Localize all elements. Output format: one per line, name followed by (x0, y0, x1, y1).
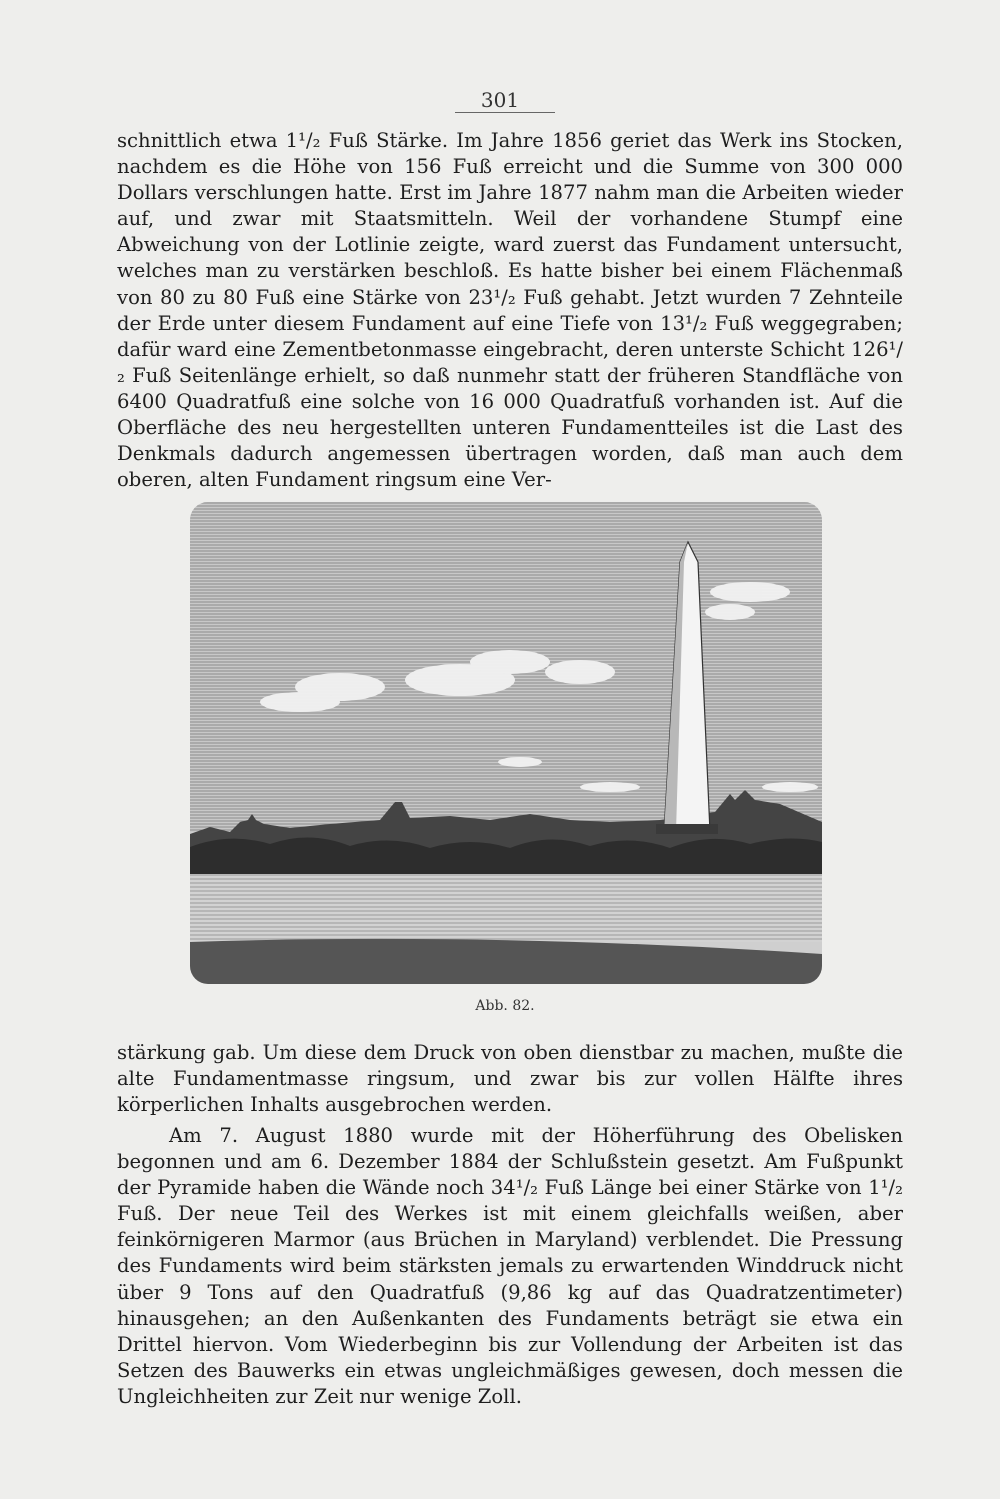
page-number: 301 (480, 88, 520, 112)
page-number-rule (455, 112, 555, 113)
paragraph-2 (117, 1040, 903, 1118)
obelisk-base (656, 824, 718, 834)
paragraph-3 (117, 1123, 903, 1410)
engraving-illustration (190, 502, 822, 984)
water (190, 874, 822, 942)
paragraph-1 (117, 128, 903, 493)
figure-caption: Abb. 82. (475, 998, 535, 1014)
paragraph-2-text: stärkung gab. Um diese dem Druck von oben dienstbar zu machen, mußte die alte Fundamentmasse ringsum, und zwar bis zur vollen Hälfte ihres körperlichen Inhalts ausgebrochen werden. (117, 1041, 903, 1117)
foreground-bank (190, 939, 822, 984)
paragraph-1-text: schnittlich etwa 1¹/₂ Fuß Stärke. Im Jahre 1856 geriet das Werk ins Stocken, nachdem es die Höhe von 156 Fuß erreicht und die Summe von 300 000 Dollars verschlungen hatte. Erst im Jahre 1877 nahm man die Arbeiten wieder auf, und zwar mit Staatsmitteln. Weil der vorhandene Stumpf eine Abweichung von der Lotlinie zeigte, ward zuerst das Fundament untersucht, welches man zu verstärken beschloß. Es hatte bisher bei einem Flächenmaß von 80 zu 80 Fuß eine Stärke von 23¹/₂ Fuß gehabt. Jetzt wurden 7 Zehnteile der Erde unter diesem Fundament auf eine Tiefe von 13¹/₂ Fuß weggegraben; dafür ward eine Zementbetonmasse eingebracht, deren unterste Schicht 126¹/₂ Fuß Seitenlänge erhielt, so daß nunmehr statt der früheren Standfläche von 6400 Quadratfuß eine solche von 16 000 Quadratfuß vorhanden ist. Auf die Oberfläche des neu hergestellten unteren Fundamentteiles ist die Last des Denkmals dadurch angemessen übertragen worden, daß man auch dem oberen, alten Fundament ringsum eine Ver- (117, 129, 903, 492)
paragraph-3-text: Am 7. August 1880 wurde mit der Höherführung des Obelisken begonnen und am 6. Dezember 1884 der Schlußstein gesetzt. Am Fußpunkt der Pyramide haben die Wände noch 34¹/₂ Fuß Länge bei einer Stärke von 1¹/₂ Fuß. Der neue Teil des Werkes ist mit einem gleichfalls weißen, aber feinkörnigeren Marmor (aus Brüchen in Maryland) verblendet. Die Pressung des Fundaments wird beim stärksten jemals zu erwartenden Winddruck nicht über 9 Tons auf den Quadratfuß (9,86 kg auf das Quadratzentimeter) hinausgehen; an den Außenkanten des Fundaments beträgt sie etwa ein Drittel hiervon. Vom Wiederbeginn bis zur Vollendung der Arbeiten ist das Setzen des Bauwerks ein etwas ungleichmäßiges gewesen, doch messen die Ungleichheiten zur Zeit nur wenige Zoll. (117, 1124, 903, 1408)
washington-monument-engraving (190, 502, 822, 984)
